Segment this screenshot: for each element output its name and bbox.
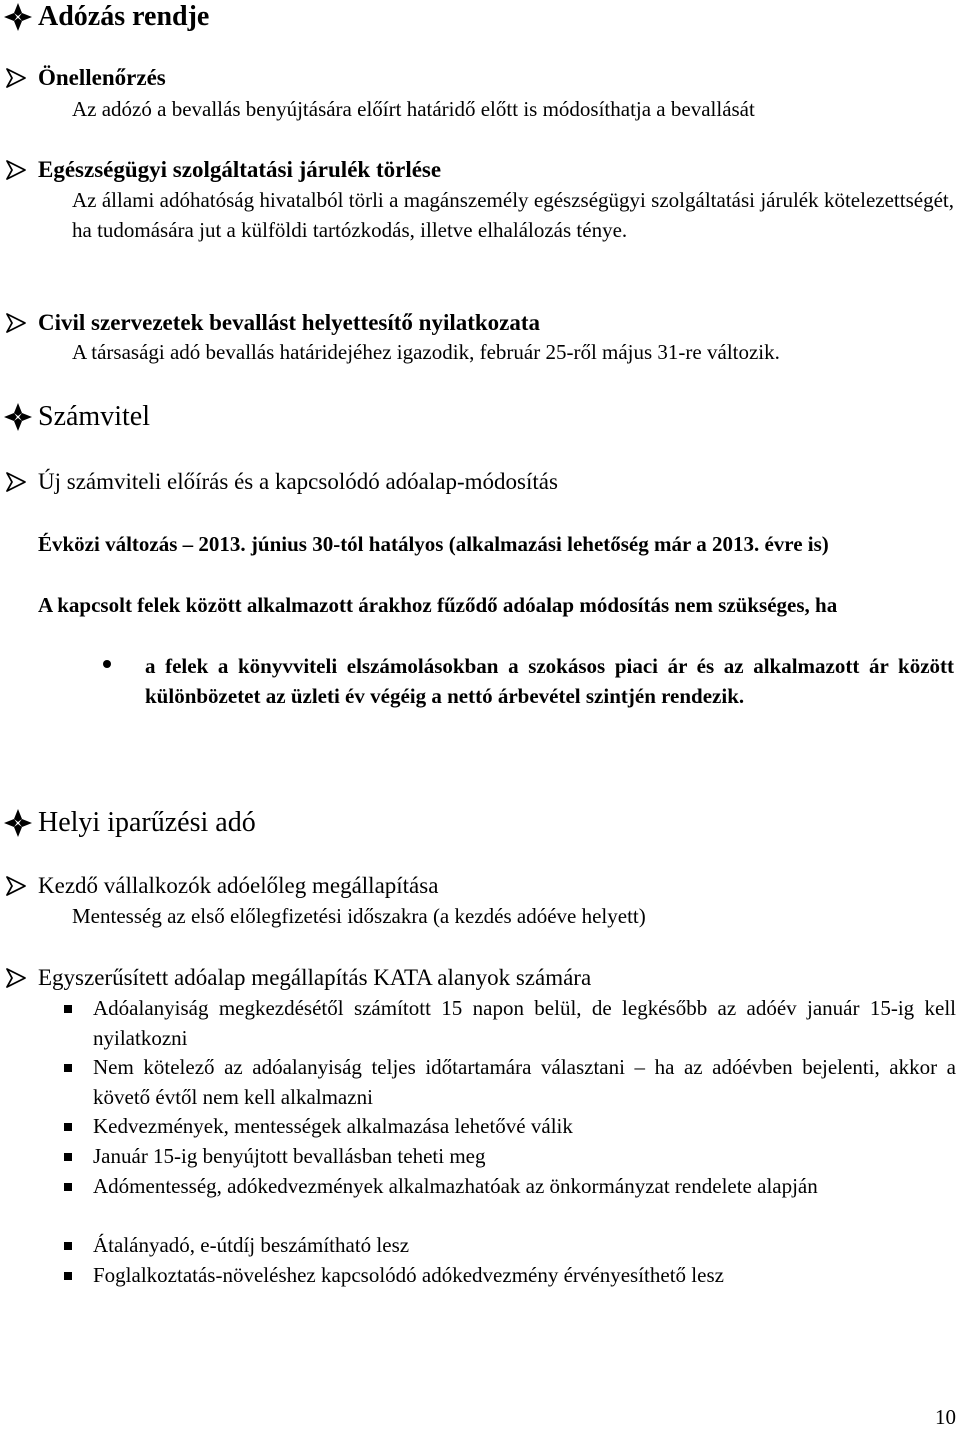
kata-item: Adóalanyiság megkezdésétől számított 15 napon belül, de legkésőbb az adóév január 15-ig kell nyilatkozni [93,996,956,1050]
heading-kezdo: Kezdő vállalkozók adóelőleg megállapítása [38,873,439,898]
text-bullet-felek: a felek a könyvviteli elszámolásokban a szokásos piaci ár és az alkalmazott ár között különbözetet az üzleti év végéig a nettó árbevétel szintjén rendezik. [145,654,954,708]
square-bullet-icon [64,1153,72,1161]
section-title-szamvitel: Számvitel [38,401,150,432]
square-bullet-icon [64,1005,72,1013]
arrow-bullet-icon [4,470,28,494]
text-kezdo: Mentesség az első előlegfizetési időszakra (a kezdés adóéve helyett) [72,904,646,928]
text-onellenorzes: Az adózó a bevallás benyújtására előírt határidő előtt is módosíthatja a bevallását [72,97,755,121]
heading-onellenorzes: Önellenőrzés [38,65,166,90]
page-number: 10 [935,1405,956,1429]
diamond-bullet-icon [3,2,33,32]
square-bullet-icon [64,1272,72,1280]
round-bullet-icon [103,660,111,668]
kata-item: Átalányadó, e-útdíj beszámítható lesz [93,1233,410,1257]
text-civil: A társasági adó bevallás határidejéhez igazodik, február 25-ről május 31-re változik. [72,340,780,364]
arrow-bullet-icon [4,66,28,90]
arrow-bullet-icon [4,874,28,898]
kata-item: Kedvezmények, mentességek alkalmazása lehetővé válik [93,1114,573,1138]
section-title-adozas: Adózás rendje [38,1,210,32]
kata-item: Adómentesség, adókedvezmények alkalmazhatóak az önkormányzat rendelete alapján [93,1174,818,1198]
square-bullet-icon [64,1123,72,1131]
arrow-bullet-icon [4,966,28,990]
square-bullet-icon [64,1064,72,1072]
arrow-bullet-icon [4,311,28,335]
heading-eszj: Egészségügyi szolgáltatási járulék törlése [38,157,442,182]
kata-item: Január 15-ig benyújtott bevallásban teheti meg [93,1144,486,1168]
arrow-bullet-icon [4,158,28,182]
kata-item: Foglalkoztatás-növeléshez kapcsolódó adókedvezmény érvényesíthető lesz [93,1263,724,1287]
section-title-hipa: Helyi iparűzési adó [38,807,256,838]
heading-uj-szamviteli: Új számviteli előírás és a kapcsolódó adóalap-módosítás [38,469,558,494]
heading-kata: Egyszerűsített adóalap megállapítás KATA alanyok számára [38,965,592,990]
diamond-bullet-icon [3,402,33,432]
text-eszj: Az állami adóhatóság hivatalból törli a magánszemély egészségügyi szolgáltatási járulék kötelezettségét, ha tudomására jut a külföldi tartózkodás, illetve elhalálozás ténye. [72,188,954,242]
diamond-bullet-icon [3,808,33,838]
kata-item: Nem kötelező az adóalanyiság teljes időtartamára választani – ha az adóévben bejelenti, akkor a követő évtől nem kell alkalmazni [93,1055,956,1109]
text-kapcsolt: A kapcsolt felek között alkalmazott árakhoz fűződő adóalap módosítás nem szükséges, ha [38,593,838,617]
square-bullet-icon [64,1183,72,1191]
square-bullet-icon [64,1242,72,1250]
text-evkozi: Évközi változás – 2013. június 30-tól hatályos (alkalmazási lehetőség már a 2013. évre is) [38,532,829,556]
heading-civil: Civil szervezetek bevallást helyettesítő nyilatkozata [38,310,541,335]
